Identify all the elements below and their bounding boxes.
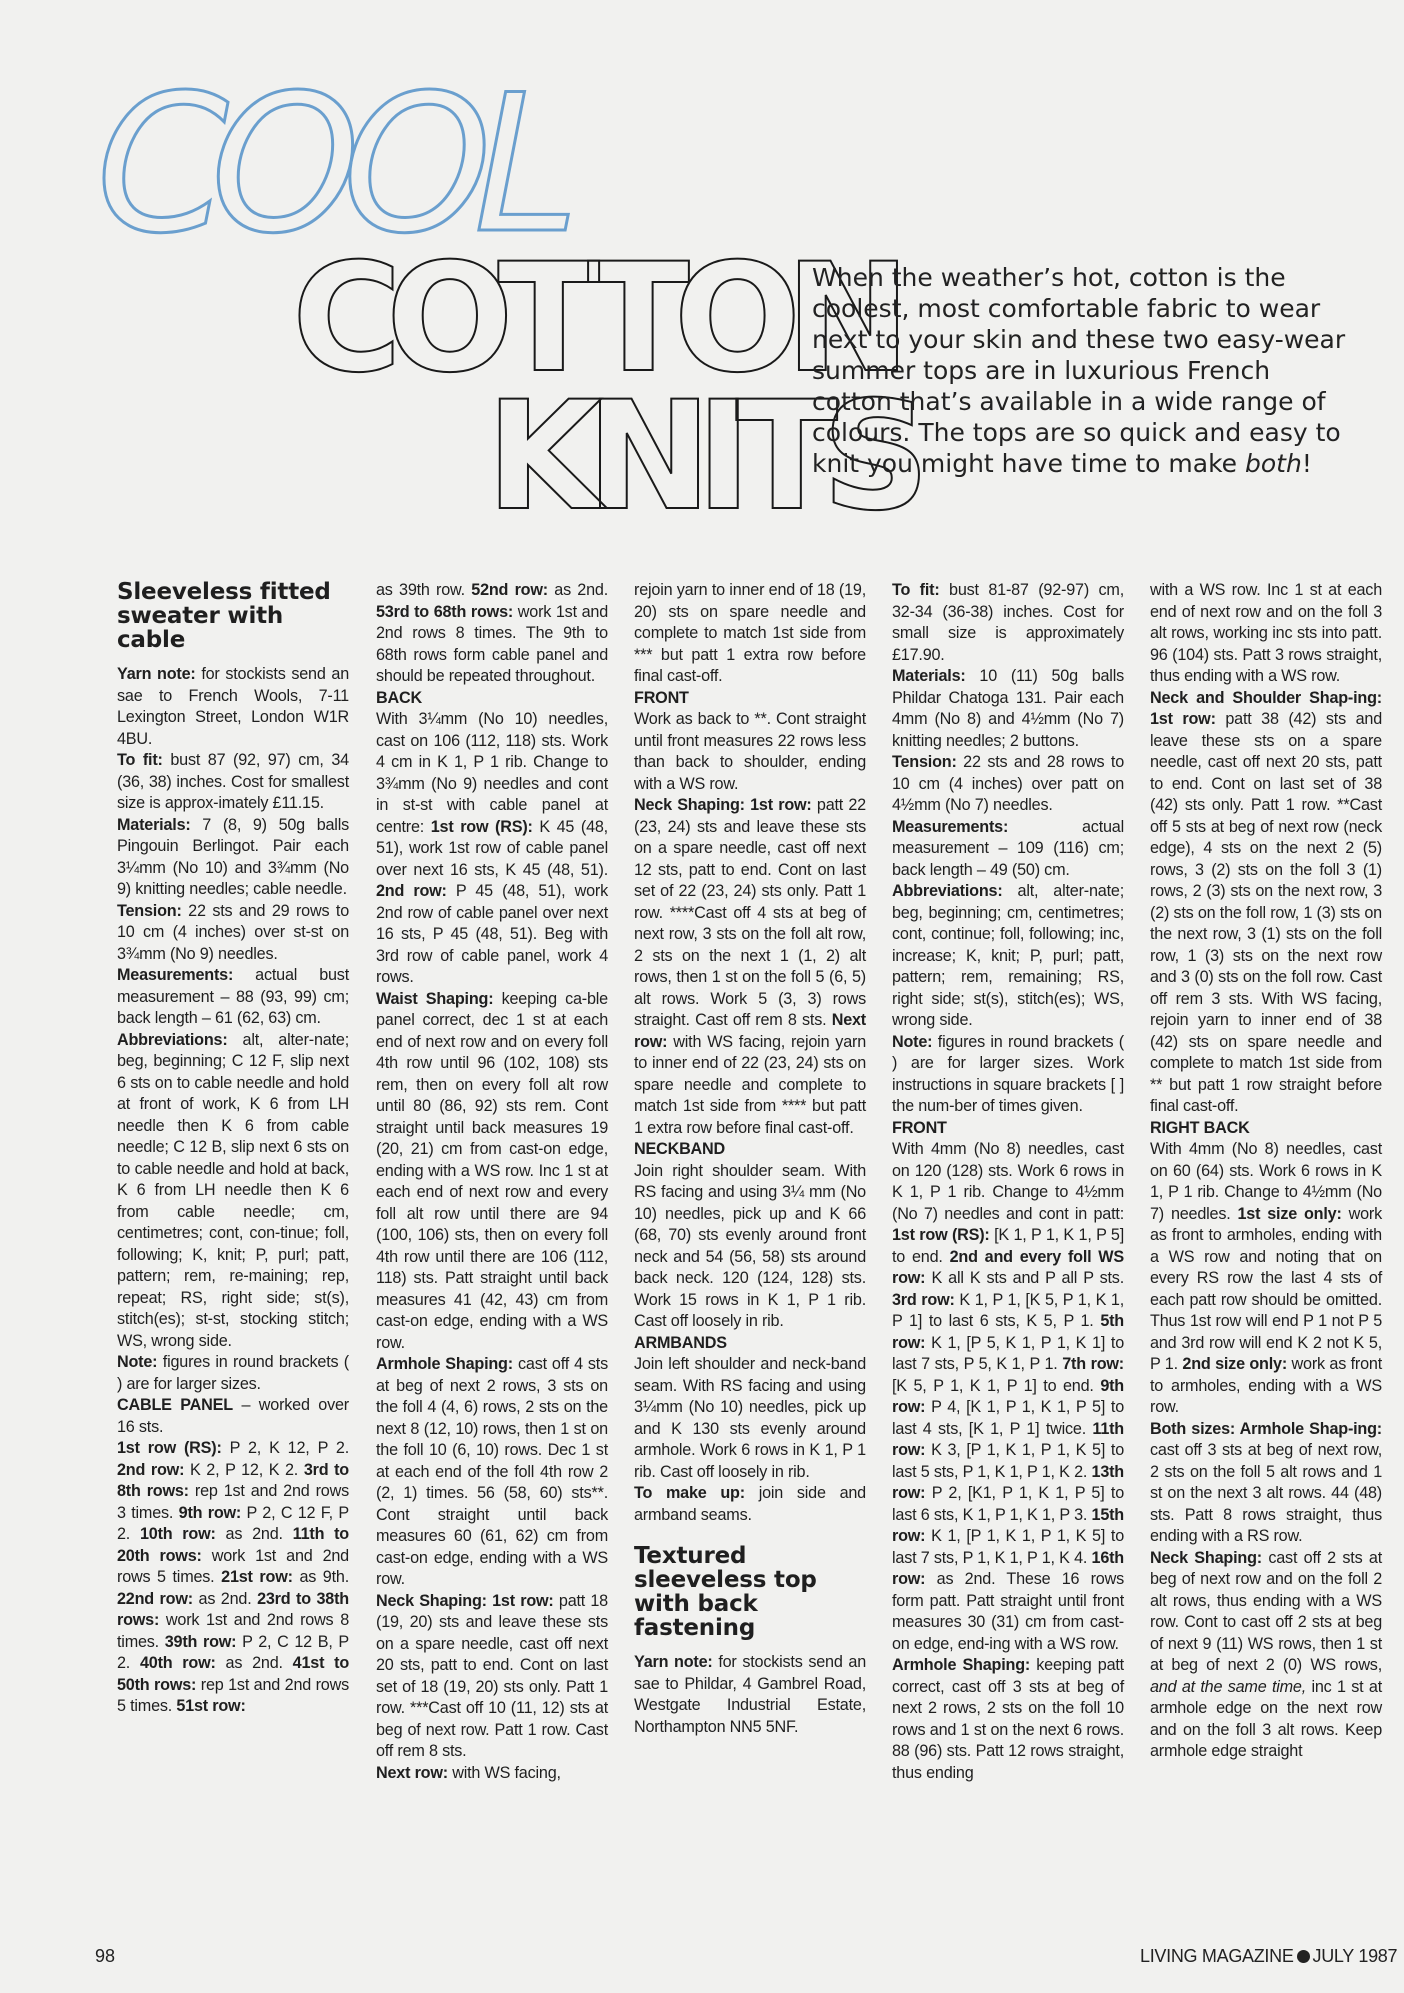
intro-emphasis: both (1245, 449, 1302, 478)
page-number: 98 (95, 1946, 116, 1966)
textured-heading: Textured sleeveless top with back fastening (634, 1543, 817, 1641)
magazine-name: LIVING MAGAZINE (1140, 1946, 1294, 1966)
intro-end: ! (1301, 449, 1312, 478)
column-5 (1150, 580, 1382, 1763)
column-3 (634, 580, 866, 1738)
textured-col4-body: To fit: bust 81-87 (92-97) cm, 32-34 (36-38) inches. Cost for small size is approximately £17.90. Materials: 10 (11) 50g balls Phildar Chatoga 131. Pair each 4mm (No 8) and 4½mm (No 7) knitting needles; 2 buttons. Tension: 22 sts and 28 rows to 10 cm (4 inches) over patt on 4½mm (No 7) needles. Measurements: actual measurement – 109 (116) cm; back length – 49 (50) cm. Abbreviations: alt, alter-nate; beg, beginning; cm, centimetres; cont, continue; foll, following; inc, increase; K, knit; P, purl; patt, pattern; rem, remaining; RS, right side; st(s), stitch(es); WS, wrong side. Note: figures in round brackets ( ) are for larger sizes. Work instructions in square brackets [ ] the num-ber of times given. FRONT With 4mm (No 8) needles, cast on 120 (128) sts. Work 6 rows in K 1, P 1 rib. Change to 4½mm (No 7) needles and cont in patt: 1st row (RS): [K 1, P 1, K 1, P 5] to end. 2nd and every foll WS row: K all K sts and P all P sts. 3rd row: K 1, P 1, [K 5, P 1, K 1, P 1] to last 6 sts, K 5, P 1. 5th row: K 1, [P 5, K 1, P 1, K 1] to last 7 sts, P 5, K 1, P 1. 7th row: [K 5, P 1, K 1, P 1] to end. 9th row: P 4, [K 1, P 1, K 1, P 5] to last 4 sts, [K 1, P 1] twice. 11th row: K 3, [P 1, K 1, P 1, K 5] to last 5 sts, P 1, K 1, P 1, K 2. 13th row: P 2, [K1, P 1, K 1, P 5] to last 6 sts, K 1, P 1, K 1, P 3. 15th row: K 1, [P 1, K 1, P 1, K 5] to last 7 sts, P 1, K 1, P 1, K 4. 16th row: as 2nd. These 16 rows form patt. Patt straight until front measures 30 (31) cm from cast-on edge, end-ing with a WS row. Armhole Shaping: keeping patt correct, cast off 3 sts at beg of next 2 rows, 2 sts on the foll 10 rows and 1 st on the next 6 rows. 88 (96) sts. Patt 12 rows straight, thus ending (892, 581, 1124, 1782)
sweater-col2-body: as 39th row. 52nd row: as 2nd. 53rd to 68th rows: work 1st and 2nd rows 8 times. The 9th to 68th rows form cable panel and should be repeated throughout. BACK With 3¼mm (No 10) needles, cast on 106 (112, 118) sts. Work 4 cm in K 1, P 1 rib. Change to 3¾mm (No 9) needles and cont in st-st with cable panel at centre: 1st row (RS): K 45 (48, 51), work 1st row of cable panel over next 16 sts, K 45 (48, 51). 2nd row: P 45 (48, 51), work 2nd row of cable panel over next 16 sts, P 45 (48, 51). Beg with 3rd row of cable panel, work 4 rows. Waist Shaping: keeping ca-ble panel correct, dec 1 st at each end of next row and on every foll 4th row until 96 (102, 108) sts rem, then on every foll alt row until 80 (86, 92) sts rem. Cont straight until back measures 19 (20, 21) cm from cast-on edge, ending with a WS row. Inc 1 st at each end of next row and every foll alt row until there are 94 (100, 106) sts, then on every foll 4th row until there are 106 (112, 118) sts. Patt straight until back measures 41 (42, 43) cm from cast-on edge, ending with a WS row. Armhole Shaping: cast off 4 sts at beg of next 2 rows, 3 sts on the foll 4 (4, 6) rows, 2 sts on the next 8 (12, 10) rows, then 1 st on the foll 10 (6, 10) rows. Dec 1 st at each end of the foll 4th row 2 (2, 1) times. 56 (58, 60) sts**. Cont straight until back measures 60 (61, 62) cm from cast-on edge, ending with a WS row. Neck Shaping: 1st row: patt 18 (19, 20) sts and leave these sts on a spare needle, cast off next 20 sts, patt to end. Cont on last set of 18 (19, 20) sts only. Patt 1 row. ***Cast off 10 (11, 12) sts at beg of next row. Patt 1 row. Cast off rem 8 sts. Next row: with WS facing, (376, 581, 609, 1782)
sweater-col3-body: rejoin yarn to inner end of 18 (19, 20) sts on spare needle and complete to match 1st side from *** but patt 1 extra row before final cast-off. FRONT Work as back to **. Cont straight until front measures 22 rows less than back to shoulder, ending with a WS row. Neck Shaping: 1st row: patt 22 (23, 24) sts and leave these sts on a spare needle, cast off next 12 sts, patt to end. Cont on last set of 22 (23, 24) sts only. Patt 1 row. ****Cast off 4 sts at beg of next row, 3 sts on the foll alt row, 2 sts on the next 1 (1, 2) alt rows, then 1 st on the foll 5 (6, 5) alt rows. Work 5 (3, 3) rows straight. Cast off rem 8 sts. Next row: with WS facing, rejoin yarn to inner end of 22 (23, 24) sts on spare needle and complete to match 1st side from **** but patt 1 extra row before final cast-off. NECKBAND Join right shoulder seam. With RS facing and using 3¼ mm (No 10) needles, pick up and K 66 (68, 70) sts evenly around front neck and 54 (56, 58) sts around back neck. 120 (124, 128) sts. Work 15 rows in K 1, P 1 rib. Cast off loosely in rib. ARMBANDS Join left shoulder and neck-band seam. With RS facing and using 3¼mm (No 10) needles, pick up and K 130 sts evenly around armhole. Work 6 rows in K 1, P 1 rib. Cast off loosely in rib. To make up: join side and armband seams. (634, 581, 866, 1524)
intro-paragraph (812, 262, 1352, 479)
intro-text: When the weather’s hot, cotton is the coolest, most comfortable fabric to wear next to your skin and these two easy-wear summer tops are in luxurious French cotton that’s available in a wide range of colours. The tops are so quick and easy to knit you might have time to make (812, 263, 1346, 478)
title-knits: KNITS (486, 370, 914, 544)
textured-col3-body: Yarn note: for stockists send an sae to Phildar, 4 Gambrel Road, Westgate Industrial Estate, Northampton NN5 5NF. (634, 1653, 866, 1736)
column-4 (892, 580, 1124, 1784)
title-cotton: COTTON (292, 232, 895, 406)
sweater-col1-body: Yarn note: for stockists send an sae to French Wools, 7-11 Lexington Street, London W1R 4BU. To fit: bust 87 (92, 97) cm, 34 (36, 38) inches. Cost for smallest size is approx-imately £11.15. Materials: 7 (8, 9) 50g balls Pingouin Berlingot. Pair each 3¼mm (No 10) and 3¾mm (No 9) knitting needles; cable needle. Tension: 22 sts and 29 rows to 10 cm (4 inches) over st-st on 3¾mm (No 9) needles. Measurements: actual bust measurement – 88 (93, 99) cm; back length – 61 (62, 63) cm. Abbreviations: alt, alter-nate; beg, beginning; C 12 F, slip next 6 sts on to cable needle and hold at front of work, K 6 from LH needle then K 6 from cable needle; C 12 B, slip next 6 sts on to cable needle and hold at back, K 6 from LH needle then K 6 from cable needle; cm, centimetres; cont, con-tinue; foll, following; K, knit; P, purl; patt, pattern; rem, re-maining; rep, repeat; RS, right side; st(s), stitch(es); st-st, stocking stitch; WS, wrong side. Note: figures in round brackets ( ) are for larger sizes. CABLE PANEL – worked over 16 sts. 1st row (RS): P 2, K 12, P 2. 2nd row: K 2, P 12, K 2. 3rd to 8th rows: rep 1st and 2nd rows 3 times. 9th row: P 2, C 12 F, P 2. 10th row: as 2nd. 11th to 20th rows: work 1st and 2nd rows 5 times. 21st row: as 9th. 22nd row: as 2nd. 23rd to 38th rows: work 1st and 2nd rows 8 times. 39th row: P 2, C 12 B, P 2. 40th row: as 2nd. 41st to 50th rows: rep 1st and 2nd rows 5 times. 51st row: (117, 665, 350, 1715)
sweater-heading: Sleeveless fitted sweater with cable (117, 579, 331, 653)
title-cool: COOL (96, 54, 562, 275)
running-footer (1140, 1946, 1397, 1967)
column-1 (117, 580, 349, 1718)
issue-date: JULY 1987 (1312, 1946, 1398, 1966)
column-2 (376, 580, 608, 1784)
textured-col5-body: with a WS row. Inc 1 st at each end of next row and on the foll 3 alt rows, working inc sts into patt. 96 (104) sts. Patt 3 rows straight, thus ending with a WS row. Neck and Shoulder Shap-ing: 1st row: patt 38 (42) sts and leave these sts on a spare needle, cast off next 20 sts, patt to end. Cont on last set of 38 (42) sts only. Patt 1 row. **Cast off 5 sts at beg of next row (neck edge), 4 sts on the next 2 (5) rows, 3 (2) sts on the foll 3 (1) rows, 2 (3) sts on the next row, 3 (2) sts on the foll row, 1 (3) sts on the next row, 3 (1) sts on the foll row, 1 (3) sts on the next row and 3 (0) sts on the foll row. Cast off rem 3 sts. With WS facing, rejoin yarn to inner end of 38 (42) sts on spare needle and complete to match 1st side from ** but patt 1 row straight before final cast-off. RIGHT BACK With 4mm (No 8) needles, cast on 60 (64) sts. Work 6 rows in K 1, P 1 rib. Change to 4½mm (No 7) needles. 1st size only: work as front to armholes, ending with a WS row and noting that on every RS row the last 4 sts of each patt row should be omitted. Thus 1st row will end P 1 not P 5 and 3rd row will end K 2 not K 5, P 1. 2nd size only: work as front to armholes, ending with a WS row. Both sizes: Armhole Shap-ing: cast off 3 sts at beg of next row, 2 sts on the foll 5 alt rows and 1 st on the next 3 alt rows. 44 (48) sts. Patt 8 rows straight, thus ending with a RS row. Neck Shaping: cast off 2 sts at beg of next row and on the foll 2 alt rows, thus ending with a WS row. Cont to cast off 2 sts at beg of next 9 (11) WS rows, then 1 st at beg of next 2 (0) WS rows, and at the same time, inc 1 st at armhole edge on the next row and on the foll 3 alt rows. Keep armhole edge straight (1150, 581, 1382, 1760)
bullet-dot-icon (1297, 1950, 1310, 1963)
